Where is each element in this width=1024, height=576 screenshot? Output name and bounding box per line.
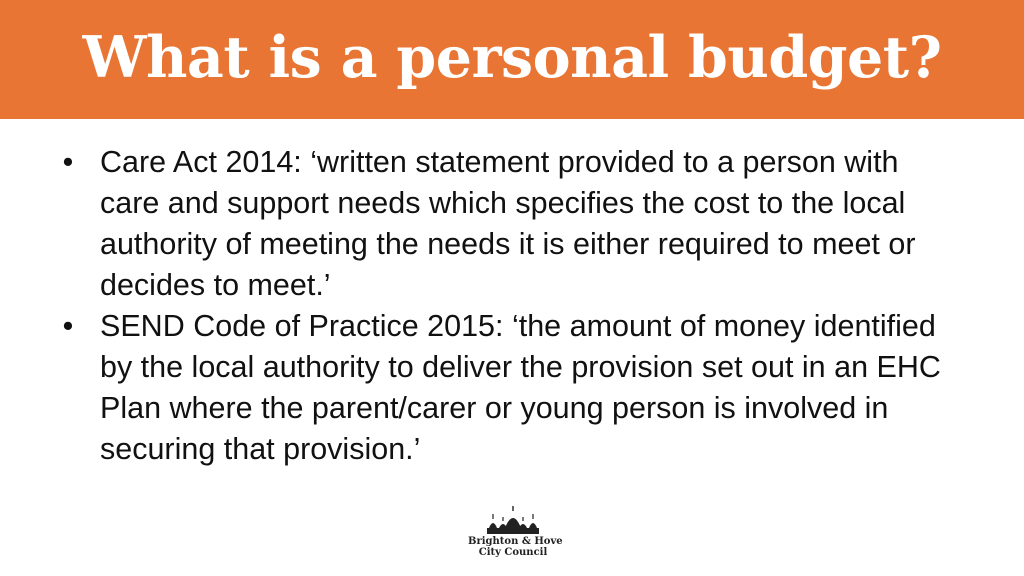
bullet-marker: • (62, 145, 74, 179)
title-bar (0, 0, 1024, 119)
bullet-care-act (58, 142, 958, 306)
bullet-list (58, 142, 958, 470)
logo-text-line1: Brighton & Hove (468, 536, 563, 547)
bullet-marker: • (62, 309, 74, 343)
slide-title: What is a personal budget? (82, 24, 942, 91)
logo-text-line2: City Council (478, 547, 548, 558)
bullet-send-code (58, 306, 958, 470)
bullet-text: SEND Code of Practice 2015: ‘the amount of money identified by the local authority to deliver the provision set out in an EHC Plan where the parent/carer or young person is involved in securing that provision.’ (100, 309, 941, 466)
pavilion-icon (483, 506, 543, 536)
council-logo (468, 506, 563, 566)
bullet-text: Care Act 2014: ‘written statement provided to a person with care and support needs which specifies the cost to the local authority of meeting the needs it is either required to meet or decides to meet.’ (100, 145, 916, 302)
